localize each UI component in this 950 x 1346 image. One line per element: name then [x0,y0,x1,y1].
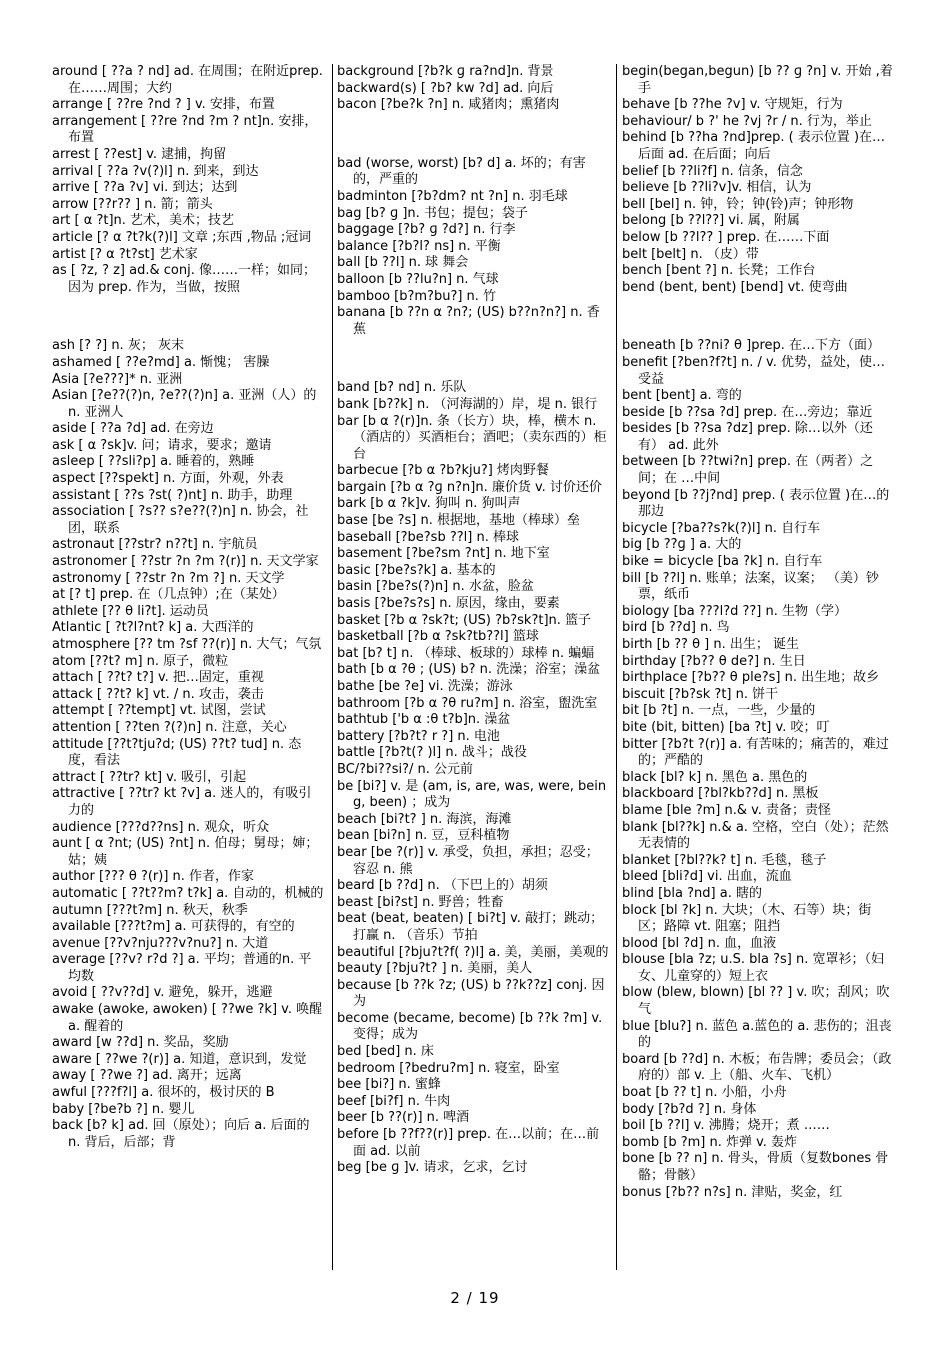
vocab-entry: become (became, become) [b ??k ?m] v. 变得；成为 [337,1010,603,1043]
vocab-entry: association [ ?s?? s?e??(?)n] n. 协会，社团，联系 [52,504,309,536]
vocab-entry: bacon [?be?k ?n] n. 咸猪肉；熏猪肉 [337,97,560,113]
vocab-entry: avoid [ ??v??d] v. 避免，躲开，逃避 [52,985,273,1001]
vocab-entry: bat [b? t] n. （棒球、板球的）球棒 n. 蝙蝠 [337,645,595,661]
vocab-entry: bend (bent, bent) [bend] vt. 使弯曲 [622,279,848,295]
vocab-entry: ask [ α ?sk]v. 问；请求，要求；邀请 [52,437,272,453]
vocab-entry: bed [bed] n. 床 [337,1044,434,1060]
vocab-column-2 [337,64,609,1276]
vocab-entry: black [bl? k] n. 黑色 a. 黑色的 [622,769,808,785]
vocab-entry: blank [bl??k] n.& a. 空格，空白（处）；茫然无表情的 [622,819,889,852]
vocab-entry: available [???t?m] a. 可获得的，有空的 [52,919,295,935]
vocab-entry: bear [be ?(r)] v. 承受，负担，承担；忍受；容忍 n. 熊 [337,844,599,877]
vocab-entry: beneath [b ??ni? θ ]prep. 在…下方（面） [622,338,881,354]
vocab-entry: bent [bent] a. 弯的 [622,388,742,404]
vocab-entry: bathtub ['b α :θ t?b]n. 澡盆 [337,712,511,728]
vocab-entry: atom [??t? m] n. 原子，微粒 [52,653,229,669]
vocab-entry: bird [b ??d] n. 鸟 [622,620,730,636]
vocab-entry: away [ ??we ?] ad. 离开；远离 [52,1068,242,1084]
vocab-entry: arrow [??r?? ] n. 箭；箭头 [52,196,213,212]
vocab-entry: bark [b α ?k]v. 狗叫 n. 狗叫声 [337,496,521,512]
vocab-entry: back [b? k] ad. 回（原处）；向后 a. 后面的 n. 背后，后部；背 [52,1118,310,1150]
vocab-entry: beauty [?bju?t? ] n. 美丽，美人 [337,961,533,977]
vocab-entry: balance [?b?l? ns] n. 平衡 [337,238,501,254]
vocab-entry: arrive [ ??a ?v] vi. 到达；达到 [52,180,238,196]
vocab-entry: barbecue [?b α ?b?kju?] 烤肉野餐 [337,463,549,479]
vocab-entry: bathroom [?b α ?θ ru?m] n. 浴室，盥洗室 [337,695,598,711]
vocab-entry: bleed [bli?d] vi. 出血，流血 [622,869,792,885]
vocab-entry: awful [???f?l] a. 很坏的，极讨厌的 B [52,1085,275,1101]
vocab-entry: ash [? ?] n. 灰； 灰末 [52,338,184,354]
vocab-column-3 [622,64,894,1276]
vocab-entry: bar [b α ?(r)]n. 条（长方）块，棒，横木 n.（酒店的）买酒柜台；酒吧；（卖东西的）柜台 [337,413,607,462]
vocab-entry: bath [b α ?θ ; (US) b? n. 洗澡；浴室；澡盆 [337,662,601,678]
vocab-entry: blanket [?bl??k? t] n. 毛毯，毯子 [622,852,827,868]
vocab-entry: blackboard [?bl?kb??d] n. 黑板 [622,786,819,802]
vocab-entry: beast [bi?st] n. 野兽；牲畜 [337,894,504,910]
vocab-entry: bathe [be ?e] vi. 洗澡；游泳 [337,679,513,694]
vocab-entry: bike = bicycle [ba ?k] n. 自行车 [622,554,823,570]
vocab-entry: beat (beat, beaten) [ bi?t] v. 敲打；跳动；打赢 n. （音乐）节拍 [337,911,604,943]
vocab-entry: behaviour/ b ?' he ?vj ?r / n. 行为，举止 [622,113,872,129]
vocab-column-1 [52,64,324,1276]
entry-spacer [337,351,609,367]
vocab-entry: blind [bla ?nd] a. 瞎的 [622,885,762,901]
vocab-entry: biscuit [?b?sk ?t] n. 饼干 [622,686,779,702]
vocab-entry: baseball [?be?sb ??l] n. 棒球 [337,529,519,545]
vocab-entry: bite (bit, bitten) [ba ?t] v. 咬；叮 [622,719,830,735]
vocab-entry: Asia [?e???]* n. 亚洲 [52,371,183,387]
vocab-entry: backward(s) [ ?b? kw ?d] ad. 向后 [337,80,554,96]
vocab-entry: bonus [?b?? n?s] n. 津贴，奖金，红 [622,1184,843,1200]
vocab-entry: attract [ ??tr? kt] v. 吸引，引起 [52,769,247,785]
vocab-entry: artist [? α ?t?st] 艺术家 [52,246,198,262]
column-divider [332,64,333,1270]
vocab-entry: blow (blew, blown) [bl ?? ] v. 吹；刮风；吹气 [622,985,890,1018]
vocab-entry: arrangement [ ??re ?nd ?m ? nt]n. 安排，布置 [52,113,318,146]
vocab-entry: astronaut [??str? n??t] n. 宇航员 [52,537,258,553]
vocab-entry: balloon [b ??lu?n] n. 气球 [337,271,499,287]
vocab-entry: baggage [?b? ɡ ?d?] n. 行李 [337,222,516,238]
vocab-entry: bench [bent ?] n. 长凳；工作台 [622,263,816,279]
vocab-entry: bone [b ?? n] n. 骨头，骨质（复数bones 骨骼；骨骸） [622,1151,889,1183]
vocab-entry: blame [ble ?m] n.& v. 责备；责怪 [622,802,832,818]
vocab-entry: avenue [??v?nju???v?nu?] n. 大道 [52,935,269,951]
vocab-entry: bicycle [?ba??s?k(?)l] n. 自行车 [622,520,821,536]
vocab-entry: beach [bi?t? ] n. 海滨，海滩 [337,811,512,827]
vocab-entry: bomb [b ?m] n. 炸弹 v. 轰炸 [622,1134,798,1150]
vocab-entry: beer [b ??(r)] n. 啤酒 [337,1110,470,1126]
vocab-entry: autumn [???t?m] n. 秋天，秋季 [52,902,248,918]
vocab-entry: blood [bl ?d] n. 血，血液 [622,935,777,951]
vocab-entry: believe [b ??li?v]v. 相信，认为 [622,180,812,196]
vocab-entry: bank [b??k] n. （河海湖的）岸，堤 n. 银行 [337,396,598,412]
vocab-entry: body [?b?d ?] n. 身体 [622,1101,757,1117]
vocab-entry: automatic [ ??t??m? t?k] a. 自动的，机械的 [52,885,324,901]
vocab-entry: audience [???d??ns] n. 观众，听众 [52,819,270,835]
vocab-entry: besides [b ??sa ?dz] prep. 除…以外（还有） ad. 此外 [622,421,873,453]
vocab-entry: before [b ??f??(r)] prep. 在…以前；在…前面 ad. 以前 [337,1127,600,1159]
vocab-entry: belong [b ??l??] vi. 属，附属 [622,213,800,229]
vocab-entry: bedroom [?bedru?m] n. 寝室，卧室 [337,1060,560,1076]
vocab-entry: arrival [ ??a ?v(?)l] n. 到来，到达 [52,163,259,179]
vocab-entry: badminton [?b?dm? nt ?n] n. 羽毛球 [337,188,568,204]
vocab-entry: attempt [ ??tempt] vt. 试图，尝试 [52,703,266,719]
vocab-entry: beg [be ɡ ]v. 请求，乞求，乞讨 [337,1160,528,1176]
vocab-entry: awake (awoke, awoken) [ ??we ?k] v. 唤醒 a. 醒着的 [52,1002,323,1034]
entry-spacer [337,127,609,143]
vocab-entry: around [ ??a ? nd] ad. 在周围；在附近prep. 在……周围；大约 [52,64,323,96]
vocab-entry: board [b ??d] n. 木板；布告牌；委员会；（政府的）部 v. 上（船、火车、飞机） [622,1051,892,1084]
vocab-entry: bargain [?b α ?ɡ n?n]n. 廉价货 v. 讨价还价 [337,479,602,495]
vocab-entry: bean [bi?n] n. 豆，豆科植物 [337,828,510,844]
vocab-entry: aside [ ??a ?d] ad. 在旁边 [52,421,214,437]
vocab-entry: behave [b ??he ?v] v. 守规矩，行为 [622,97,843,113]
vocab-entry: Atlantic [ ?t?l?nt? k] a. 大西洋的 [52,620,254,636]
column-divider [616,64,617,1270]
vocab-entry: aspect [??spekt] n. 方面，外观，外表 [52,471,284,487]
vocab-entry: BC/?bi??si?/ n. 公元前 [337,761,474,777]
vocab-entry: article [? α ?t?k(?)l] 文章 ;东西 ,物品 ;冠词 [52,229,312,245]
vocab-entry: bill [b ??l] n. 账单；法案，议案； （美）钞票，纸币 [622,570,879,603]
vocab-entry: aware [ ??we ?(r)] a. 知道，意识到，发觉 [52,1051,307,1067]
vocab-entry: belt [belt] n. （皮）带 [622,246,759,262]
vocab-entry: belief [b ??li?f] n. 信条，信念 [622,163,803,179]
vocab-entry: atmosphere [?? tm ?sf ??(r)] n. 大气；气氛 [52,637,322,652]
vocab-entry: bee [bi?] n. 蜜蜂 [337,1077,441,1093]
vocab-entry: battle [?b?t(? )l] n. 战斗；战役 [337,745,527,761]
vocab-entry: below [b ??l?? ] prep. 在……下面 [622,229,830,245]
vocab-entry: basic [?be?s?k] a. 基本的 [337,562,496,578]
vocab-entry: art [ α ?t]n. 艺术，美术；技艺 [52,213,235,229]
vocab-entry: average [??v? r?d ?] a. 平均；普通的n. 平均数 [52,952,312,984]
vocab-entry: at [? t] prep. 在（几点钟）;在（某处） [52,587,285,603]
vocab-entry: arrange [ ??re ?nd ? ] v. 安排，布置 [52,97,275,113]
vocab-entry: bamboo [b?m?bu?] n. 竹 [337,288,497,304]
vocab-entry: baby [?be?b ?] n. 婴儿 [52,1101,195,1117]
vocab-entry: arrest [ ??est] v. 逮捕，拘留 [52,146,227,162]
vocab-entry: attitude [??t?tju?d; (US) ??t? tud] n. 态度，看法 [52,736,302,769]
vocab-entry: base [be ?s] n. 根据地，基地（棒球）垒 [337,513,580,529]
entry-spacer [52,309,324,325]
vocab-entry: beautiful [?bju?t?f( ?)l] a. 美，美丽，美观的 [337,944,609,960]
vocab-entry: astronomy [ ??str ?n ?m ?] n. 天文学 [52,570,285,586]
vocab-entry: ball [b ??l] n. 球 舞会 [337,255,469,271]
vocab-entry: background [?b?k ɡ ra?nd]n. 背景 [337,64,554,79]
vocab-entry: block [bl ?k] n. 大块；（木、石等）块；街区；路障 vt. 阻塞；阻挡 [622,902,872,935]
vocab-entry: birthday [?b?? θ de?] n. 生日 [622,653,806,669]
vocab-entry: attention [ ??ten ?(?)n] n. 注意，关心 [52,719,287,735]
vocab-entry: because [b ??k ?z; (US) b ??k??z] conj. 因为 [337,977,605,1010]
vocab-entry: birthplace [?b?? θ ple?s] n. 出生地；故乡 [622,670,880,686]
vocab-entry: bag [b? ɡ ]n. 书包；提包；袋子 [337,205,528,221]
vocab-entry: band [b? nd] n. 乐队 [337,380,467,396]
vocab-entry: as [ ?z, ? z] ad.& conj. 像……一样；如同；因为 prep. 作为，当做，按照 [52,263,316,295]
vocab-entry: basket [?b α ?sk?t; (US) ?b?sk?t]n. 篮子 [337,612,592,628]
vocab-entry: bell [bel] n. 钟，铃；钟(铃)声；钟形物 [622,196,854,212]
vocab-entry: award [w ??d] n. 奖品，奖励 [52,1035,229,1051]
entry-spacer [622,309,894,325]
vocab-entry: begin(began,begun) [b ?? ɡ ?n] v. 开始 ,着手 [622,64,893,96]
vocab-entry: boat [b ?? t] n. 小船，小舟 [622,1085,787,1101]
vocab-entry: between [b ??twi?n] prep. 在（两者）之间；在 …中间 [622,454,874,487]
vocab-entry: attractive [ ??tr? kt ?v] a. 迷人的，有吸引力的 [52,786,312,818]
vocab-entry: banana [b ??n α ?n?; (US) b??n?n?] n. 香蕉 [337,305,600,337]
vocab-entry: birth [b ?? θ ] n. 出生； 诞生 [622,637,799,652]
vocab-entry: be [bi?] v. 是 (am, is, are, was, were, being, been) ；成为 [337,778,607,811]
vocab-entry: assistant [ ??s ?st( ?)nt] n. 助手，助理 [52,487,293,503]
vocab-entry: attach [ ??t? t?] v. 把…固定，重视 [52,670,264,686]
vocab-entry: attack [ ??t? k] vt. / n. 攻击，袭击 [52,686,264,702]
vocab-entry: bit [b ?t] n. 一点，一些，少量的 [622,703,816,719]
vocab-entry: aunt [ α ?nt; (US) ?nt] n. 伯母；舅母；婶；姑；姨 [52,836,319,868]
vocab-entry: benefit [?ben?f?t] n. / v. 优势，益处，使…受益 [622,354,886,387]
vocab-entry: basketball [?b α ?sk?tb??l] 篮球 [337,629,539,645]
vocab-entry: athlete [?? θ li?t]. 运动员 [52,603,209,619]
vocab-entry: big [b ??ɡ ] a. 大的 [622,537,742,553]
vocab-entry: beef [bi?f] n. 牛肉 [337,1093,451,1109]
vocab-entry: battery [?b?t? r ?] n. 电池 [337,728,500,744]
vocab-entry: beard [b ??d] n. （下巴上的）胡须 [337,878,548,894]
vocab-entry: beyond [b ??j?nd] prep. ( 表示位置 )在…的那边 [622,487,890,520]
vocab-entry: basin [?be?s(?)n] n. 水盆，脸盆 [337,579,534,595]
vocab-entry: blouse [bla ?z; u.S. bla ?s] n. 宽罩衫；（妇女、儿童穿的）短上衣 [622,952,884,984]
vocab-entry: author [??? θ ?(r)] n. 作者，作家 [52,869,255,885]
vocab-entry: beside [b ??sa ?d] prep. 在…旁边；靠近 [622,404,873,420]
vocab-entry: basis [?be?s?s] n. 原因，缘由，要素 [337,596,560,612]
vocab-entry: basement [?be?sm ?nt] n. 地下室 [337,546,550,562]
vocab-entry: astronomer [ ??str ?n ?m ?(r)] n. 天文学家 [52,554,319,570]
vocab-entry: bad (worse, worst) [b? d] a. 坏的；有害的，严重的 [337,155,586,188]
vocab-entry: behind [b ??ha ?nd]prep. ( 表示位置 )在…后面 ad. 在后面；向后 [622,130,886,162]
vocab-entry: boil [b ??l] v. 沸腾；烧开；煮 …… [622,1118,830,1134]
vocab-entry: asleep [ ??sli?p] a. 睡着的，熟睡 [52,454,255,470]
vocab-entry: ashamed [ ??e?md] a. 惭愧； 害臊 [52,354,270,370]
vocab-entry: blue [blu?] n. 蓝色 a.蓝色的 a. 悲伤的；沮丧的 [622,1018,892,1051]
vocab-entry: biology [ba ???l?d ??] n. 生物（学） [622,603,847,619]
vocab-entry: Asian [?e??(?)n, ?e??(?)n] a. 亚洲（人）的 n. 亚洲人 [52,388,317,420]
page-number: 2 / 19 [450,1289,500,1307]
vocab-entry: bitter [?b?t ?(r)] a. 有苦味的；痛苦的，难过的；严酷的 [622,736,889,769]
